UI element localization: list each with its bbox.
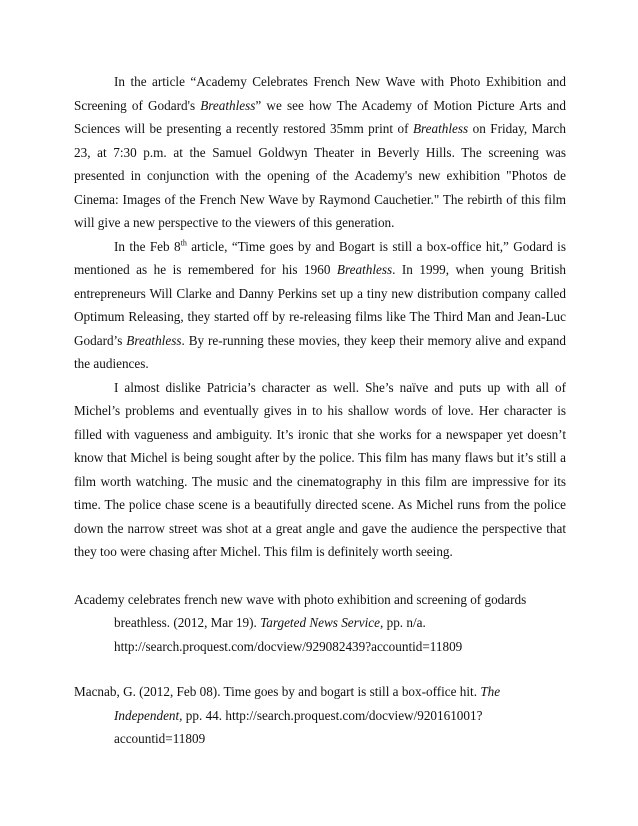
italic-text: The Independent, [114, 684, 501, 723]
text-run: . By re-running these movies, they keep their memory alive and expand the audiences. [74, 332, 566, 371]
superscript-text: th [180, 238, 187, 248]
document-page [74, 70, 566, 773]
reference-entry [74, 588, 566, 659]
italic-text: Breathless [126, 332, 182, 348]
italic-text: Breathless [336, 262, 393, 277]
italic-text: Targeted News Service, [260, 615, 384, 630]
text-run: on Friday, March 23, at 7:30 p.m. at the Samuel Goldwyn Theater in Beverly Hills. The screening was presented in conjunction with the opening of the Academy's new exhibition "Photos de Cinema: Images of the French New Wave by Raymond Cauchetier." The rebirth of this film will give a new perspective to the viewers of this generation. [74, 121, 566, 230]
text-run: . In 1999, when young British entrepreneurs Will Clarke and Danny Perkins set up a tiny new distribution company called Optimum Releasing, they started off by re-releasing films like The Third Man and Jean-Luc Godard’s [74, 262, 566, 348]
text-run: Macnab, G. (2012, Feb 08). Time goes by and bogart is still a box-office hit. [74, 684, 481, 699]
body-paragraph [74, 70, 566, 235]
text-run: I almost dislike Patricia’s character as well. She’s naïve and puts up with all of Michel’s problems and eventually gives in to his shallow words of love. Her character is filled with vagueness and ambiguity. It’s ironic that she works for a newspaper yet doesn’t know that Michel is being sought after by the police. This film has many flaws but it’s still a film worth watching. The music and the cinematography in this film are impressive for its time. The police chase scene is a beautifully directed scene. As Michel runs from the police down the narrow street was shot at a great angle and gave the audience the perspective that they too were chasing after Michel. This film is definitely worth seeing. [74, 379, 566, 559]
reference-entry [74, 680, 566, 751]
body-paragraph [74, 235, 566, 376]
text-run: ” we see how The Academy of Motion Picture Arts and Sciences will be presenting a recently restored 35mm print of [74, 97, 566, 136]
reference-list [74, 588, 566, 751]
text-run: In the Feb 8 [114, 238, 181, 254]
essay-body [74, 70, 566, 564]
text-run: pp. 44. http://search.proquest.com/docview/920161001?accountid=11809 [114, 707, 483, 746]
italic-text: Breathless [200, 97, 256, 113]
body-paragraph [74, 376, 566, 564]
text-run: Academy celebrates french new wave with photo exhibition and screening of godards breathless. (2012, Mar 19). [74, 591, 527, 630]
text-run: article, “Time goes by and Bogart is still a box-office hit,” Godard is mentioned as he is remembered for his 1960 [74, 238, 566, 277]
italic-text: Breathless [412, 121, 469, 136]
text-run: pp. n/a. http://search.proquest.com/docview/929082439?accountid=11809 [114, 615, 463, 654]
text-run: In the article “Academy Celebrates French New Wave with Photo Exhibition and Screening of Godard's [74, 74, 566, 113]
